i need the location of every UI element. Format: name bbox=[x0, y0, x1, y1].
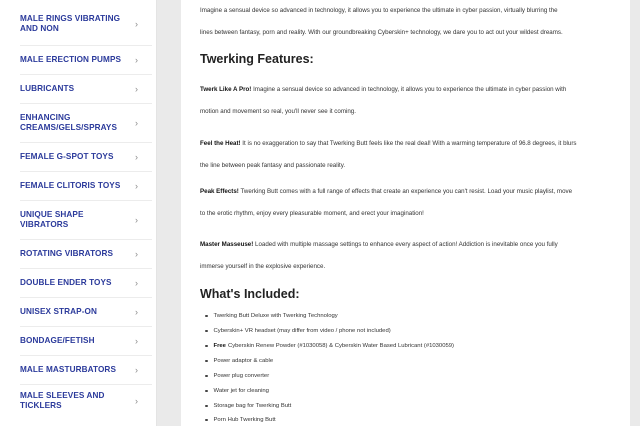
bullet-icon bbox=[205, 375, 208, 378]
divider bbox=[20, 45, 152, 46]
sidebar-item-male-sleeves[interactable] bbox=[20, 391, 152, 411]
sidebar-item-male-rings[interactable] bbox=[20, 14, 152, 34]
chevron-right-icon: › bbox=[135, 84, 138, 94]
sidebar-item-rotating-vibrators[interactable] bbox=[20, 249, 152, 259]
bullet-icon bbox=[205, 315, 208, 318]
chevron-right-icon: › bbox=[135, 118, 138, 128]
divider bbox=[20, 142, 152, 143]
sidebar-item-label: FEMALE CLITORIS TOYS bbox=[20, 181, 121, 190]
page-gutter bbox=[630, 0, 640, 426]
bullet-icon bbox=[205, 405, 208, 408]
divider bbox=[20, 268, 152, 269]
divider bbox=[20, 74, 152, 75]
divider bbox=[20, 384, 152, 385]
sidebar-item-label: TICKLERS bbox=[20, 401, 62, 410]
divider bbox=[20, 297, 152, 298]
sidebar-item-label: DOUBLE ENDER TOYS bbox=[20, 278, 112, 287]
bullet-icon bbox=[205, 360, 208, 363]
sidebar-item-label: UNIQUE SHAPE bbox=[20, 210, 84, 219]
sidebar-item-female-clitoris-toys[interactable] bbox=[20, 181, 152, 191]
sidebar-item-label: ROTATING VIBRATORS bbox=[20, 249, 114, 258]
chevron-right-icon: › bbox=[135, 181, 138, 191]
chevron-right-icon: › bbox=[135, 336, 138, 346]
chevron-right-icon: › bbox=[135, 19, 138, 29]
sidebar-item-label: BONDAGE/FETISH bbox=[20, 336, 95, 345]
sidebar-item-unique-shape-vibrators[interactable] bbox=[20, 210, 152, 230]
sidebar-item-label: MALE RINGS VIBRATING bbox=[20, 14, 121, 23]
sidebar-item-double-ender-toys[interactable] bbox=[20, 278, 152, 288]
sidebar-item-male-masturbators[interactable] bbox=[20, 365, 152, 375]
divider bbox=[20, 355, 152, 356]
intro-paragraph: Imagine a sensual device so advanced in technology, it allows you to experience the ultimate in cyber passion, virtually blurring the lines between fantasy, porn and reality. With our groundbreaking Cyberskin+ technology, we dare you to act out your wildest dreams. bbox=[200, 7, 563, 36]
bullet-icon bbox=[205, 330, 208, 333]
features-heading: Twerking Features: bbox=[200, 52, 314, 66]
sidebar-item-label: UNISEX STRAP-ON bbox=[20, 307, 98, 316]
chevron-right-icon: › bbox=[135, 55, 138, 65]
list-item: Free Cyberskin Renew Powder (#1030058) & Cyberskin Water Based Lubricant (#1030059) bbox=[205, 342, 454, 350]
bullet-icon bbox=[205, 345, 208, 348]
feature-paragraph: Peak Effects! Twerking Butt comes with a full range of effects that create an experience you can't resist. Load your music playlist, move to the erotic rhythm, enjoy every pleasurable moment, and erect your imagination! bbox=[200, 188, 573, 217]
sidebar-item-label: LUBRICANTS bbox=[20, 84, 75, 93]
sidebar-item-lubricants[interactable] bbox=[20, 84, 152, 94]
sidebar-item-label: AND NON bbox=[20, 24, 59, 33]
product-description bbox=[181, 0, 630, 426]
sidebar-item-label: ENHANCING bbox=[20, 113, 71, 122]
feature-paragraph: Master Masseuse! Loaded with multiple massage settings to enhance every aspect of action! Addiction is inevitable once you fully immerse yourself in the explosive experience. bbox=[200, 241, 558, 270]
sidebar-item-male-erection-pumps[interactable] bbox=[20, 55, 152, 65]
feature-paragraph: Twerk Like A Pro! Imagine a sensual device so advanced in technology, it allows you to experience the ultimate in cyber passion with motion and movement so real, you'll never see it coming. bbox=[200, 86, 567, 115]
sidebar-item-female-g-spot-toys[interactable] bbox=[20, 152, 152, 162]
sidebar-item-label: VIBRATORS bbox=[20, 220, 69, 229]
bullet-icon bbox=[205, 390, 208, 393]
chevron-right-icon: › bbox=[135, 249, 138, 259]
list-item: Twerking Butt Deluxe with Twerking Technology bbox=[205, 312, 338, 320]
chevron-right-icon: › bbox=[135, 278, 138, 288]
chevron-right-icon: › bbox=[135, 396, 138, 406]
feature-paragraph: Feel the Heat! It is no exaggeration to say that Twerking Butt feels like the real deal! With a warming temperature of 96.8 degrees, it blurs the line between peak fantasy and passionate reality. bbox=[200, 140, 577, 169]
list-item: Power adaptor & cable bbox=[205, 357, 273, 365]
page-gutter bbox=[157, 0, 181, 426]
list-item: Storage bag for Twerking Butt bbox=[205, 402, 291, 410]
bullet-icon bbox=[205, 419, 208, 422]
sidebar-item-label: MALE SLEEVES AND bbox=[20, 391, 105, 400]
list-item: Power plug converter bbox=[205, 372, 269, 380]
sidebar-item-unisex-strap-on[interactable] bbox=[20, 307, 152, 317]
list-item: Water jet for cleaning bbox=[205, 387, 269, 395]
divider bbox=[20, 326, 152, 327]
divider bbox=[20, 200, 152, 201]
sidebar-item-label: FEMALE G-SPOT TOYS bbox=[20, 152, 114, 161]
chevron-right-icon: › bbox=[135, 307, 138, 317]
sidebar-item-enhancing-creams[interactable] bbox=[20, 113, 152, 133]
list-item: Cyberskin+ VR headset (may differ from video / phone not included) bbox=[205, 327, 391, 335]
sidebar-item-bondage-fetish[interactable] bbox=[20, 336, 152, 346]
sidebar-item-label: MALE MASTURBATORS bbox=[20, 365, 117, 374]
divider bbox=[20, 103, 152, 104]
list-item: Porn Hub Twerking Butt bbox=[205, 416, 276, 424]
chevron-right-icon: › bbox=[135, 365, 138, 375]
chevron-right-icon: › bbox=[135, 215, 138, 225]
divider bbox=[20, 171, 152, 172]
category-sidebar bbox=[0, 0, 157, 426]
sidebar-item-label: MALE ERECTION PUMPS bbox=[20, 55, 122, 64]
sidebar-item-label: CREAMS/GELS/SPRAYS bbox=[20, 123, 118, 132]
chevron-right-icon: › bbox=[135, 152, 138, 162]
divider bbox=[20, 239, 152, 240]
included-heading: What's Included: bbox=[200, 287, 300, 301]
